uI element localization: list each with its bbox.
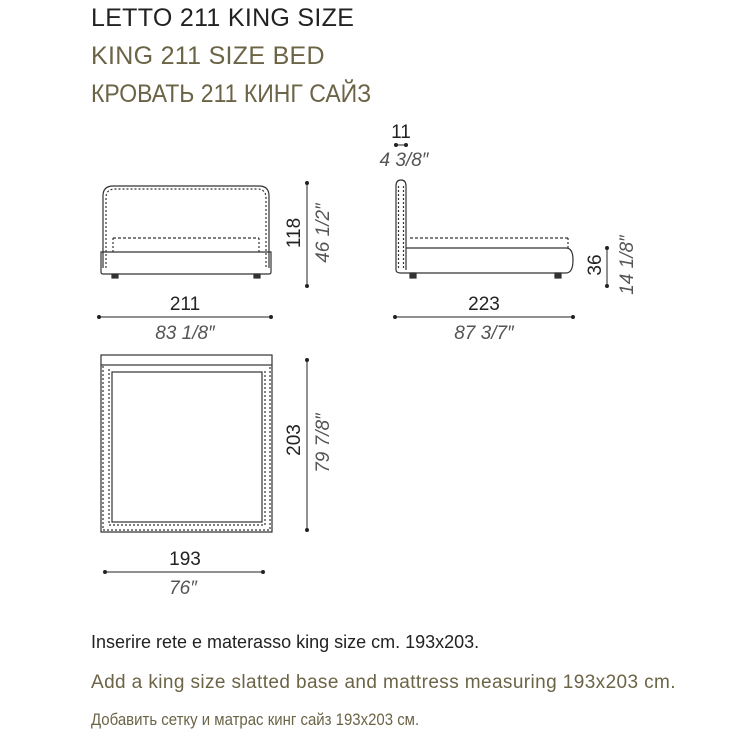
top-length-cm-label: 203 bbox=[284, 424, 305, 456]
side-view-drawing bbox=[396, 180, 573, 278]
side-length-in-label: 87 3/7″ bbox=[454, 323, 514, 344]
top-view-drawing bbox=[101, 355, 272, 532]
note-english: Add a king size slatted base and mattress measuring 193x203 cm. bbox=[91, 672, 676, 693]
top-length-in-label: 79 7/8″ bbox=[313, 413, 334, 473]
title-italian: LETTO 211 KING SIZE bbox=[91, 4, 355, 32]
headboard-thickness-in-label: 4 3/8″ bbox=[379, 150, 429, 171]
front-view-drawing bbox=[101, 186, 271, 278]
title-russian: КРОВАТЬ 211 КИНГ САЙЗ bbox=[91, 80, 372, 108]
top-width-in-label: 76″ bbox=[169, 578, 197, 599]
base-height-cm-label: 36 bbox=[585, 254, 606, 276]
note-italian: Inserire rete e materasso king size cm. 193x203. bbox=[91, 632, 480, 652]
top-width-cm-label: 193 bbox=[169, 549, 201, 570]
note-russian: Добавить сетку и матрас кинг сайз 193x203 см. bbox=[91, 710, 420, 729]
base-height-in-label: 14 1/8″ bbox=[617, 235, 638, 295]
title-english: KING 211 SIZE BED bbox=[91, 42, 325, 70]
front-width-in-label: 83 1/8″ bbox=[155, 323, 215, 344]
headboard-thickness-cm-label: 11 bbox=[391, 122, 411, 143]
front-height-in-label: 46 1/2″ bbox=[313, 203, 334, 263]
side-length-cm-label: 223 bbox=[468, 294, 500, 315]
front-height-cm-label: 118 bbox=[284, 217, 305, 249]
front-width-cm-label: 211 bbox=[169, 294, 201, 315]
